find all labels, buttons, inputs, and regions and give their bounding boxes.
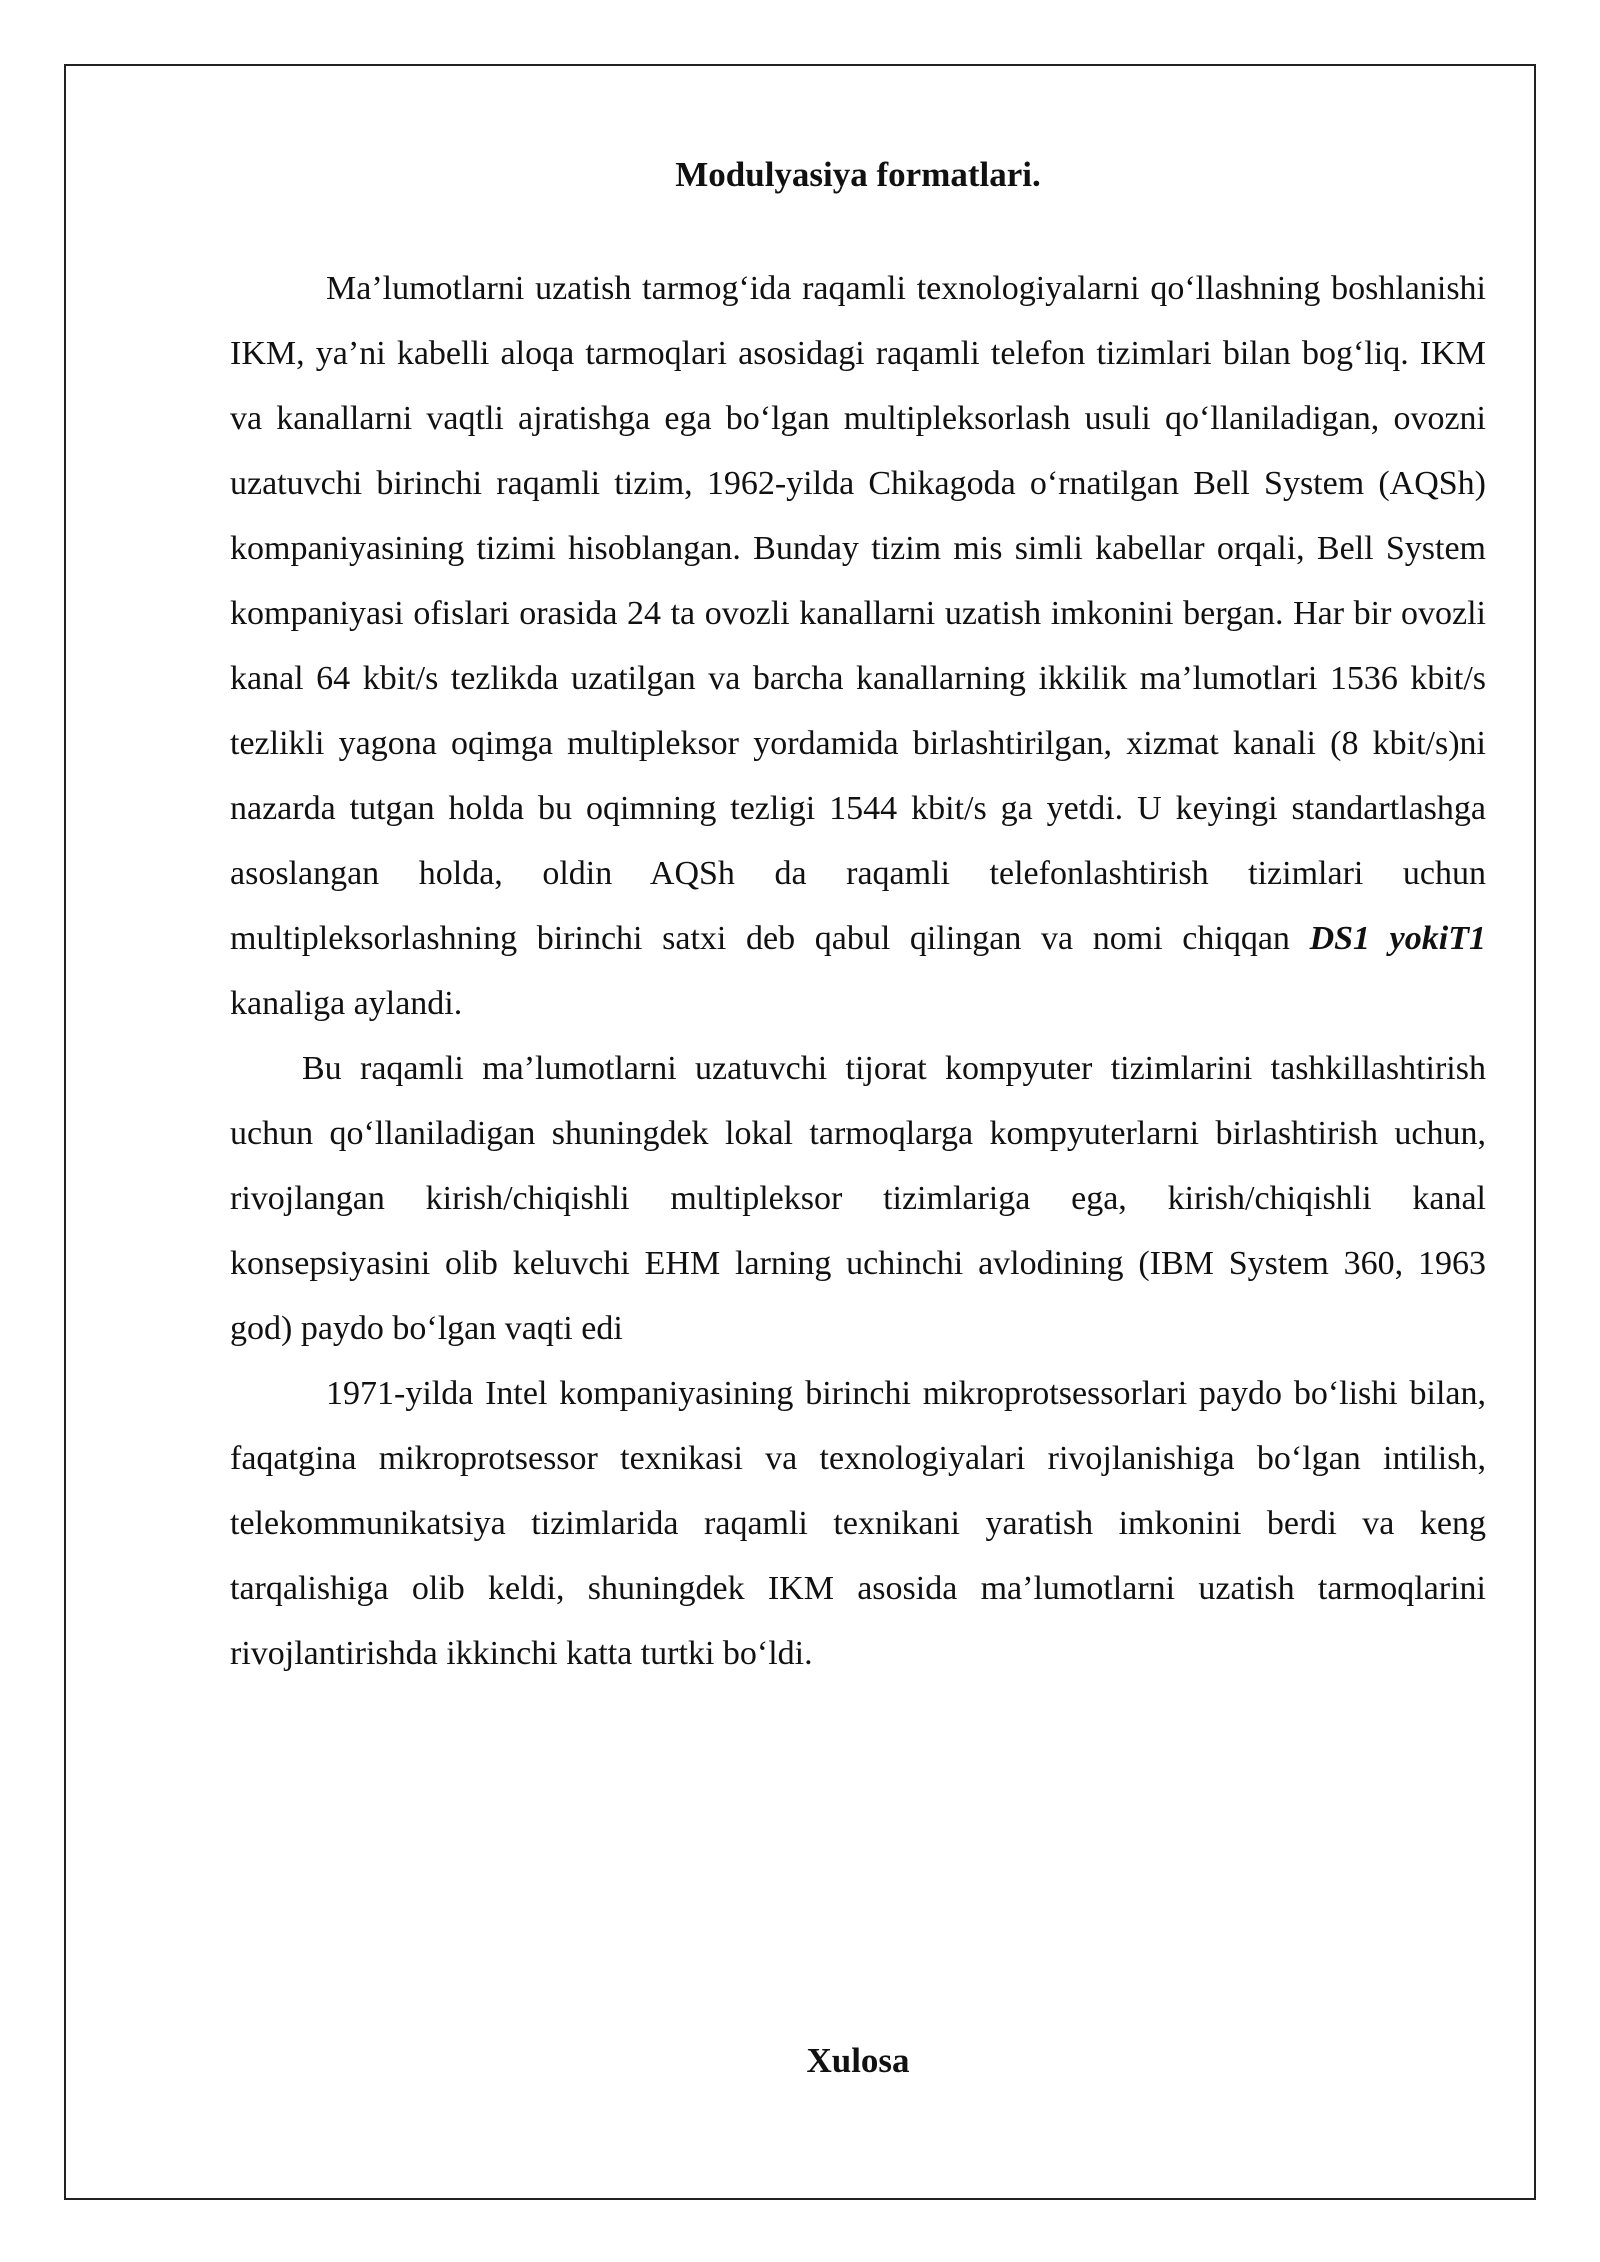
paragraph-1-text: Ma’lumotlarni uzatish tarmog‘ida raqamli texnologiyalarni qo‘llashning boshlanishi IKM, ya’ni kabelli aloqa tarmoqlari asosidagi raqamli telefon tizimlari bilan bog‘liq. IKM va kanallarni vaqtli ajratishga ega bo‘lgan multipleksorlash usuli qo‘llaniladigan, ovozni uzatuvchi birinchi raqamli tizim, 1962-yilda Chikagoda o‘rnatilgan Bell System (AQSh) kompaniyasining tizimi hisoblangan. Bunday tizim mis simli kabellar orqali, Bell System kompaniyasi ofislari orasida 24 ta ovozli kanallarni uzatish imkonini bergan. Har bir ovozli kanal 64 kbit/s tezlikda uzatilgan va barcha kanallarning ikkilik ma’lumotlari 1536 kbit/s tezlikli yagona oqimga multipleksor yordamida birlashtirilgan, xizmat kanali (8 kbit/s)ni nazarda tutgan holda bu oqimning tezligi 1544 kbit/s ga yetdi. U keyingi standartlashga asoslangan holda, oldin AQSh da raqamli telefonlashtirish tizimlari uchun multipleksorlashning birinchi satxi deb qabul qilingan va nomi chiqqan xyxy=(230,270,1486,957)
conclusion-heading: Xulosa xyxy=(806,2041,910,2080)
paragraph-3: 1971-yilda Intel kompaniyasining birinchi mikroprotsessorlari paydo bo‘lishi bilan, faqatgina mikroprotsessor texnikasi va texnologiyalari rivojlanishiga bo‘lgan intilish, telekommunikatsiya tizimlarida raqamli texnikani yaratish imkonini berdi va keng tarqalishiga olib keldi, shuningdek IKM asosida ma’lumotlarni uzatish tarmoqlarini rivojlantirishda ikkinchi katta turtki bo‘ldi. xyxy=(230,1375,1486,1672)
paragraph-1-ending: kanaliga aylandi. xyxy=(230,985,463,1022)
document-title: Modulyasiya formatlari. xyxy=(675,155,1041,194)
paragraph-2: Bu raqamli ma’lumotlarni uzatuvchi tijorat kompyuter tizimlarini tashkillashtirish uchun qo‘llaniladigan shuningdek lokal tarmoqlarga kompyuterlarni birlashtirish uchun, rivojlangan kirish/chiqishli multipleksor tizimlariga ega, kirish/chiqishli kanal konsepsiyasini olib keluvchi EHM larning uchinchi avlodining (IBM System 360, 1963 god) paydo bo‘lgan vaqti edi xyxy=(230,1050,1486,1347)
paragraph-1 xyxy=(230,256,1486,1036)
document-body xyxy=(230,150,1486,1686)
channel-name-emphasis: DS1 yokiT1 xyxy=(1309,920,1486,957)
